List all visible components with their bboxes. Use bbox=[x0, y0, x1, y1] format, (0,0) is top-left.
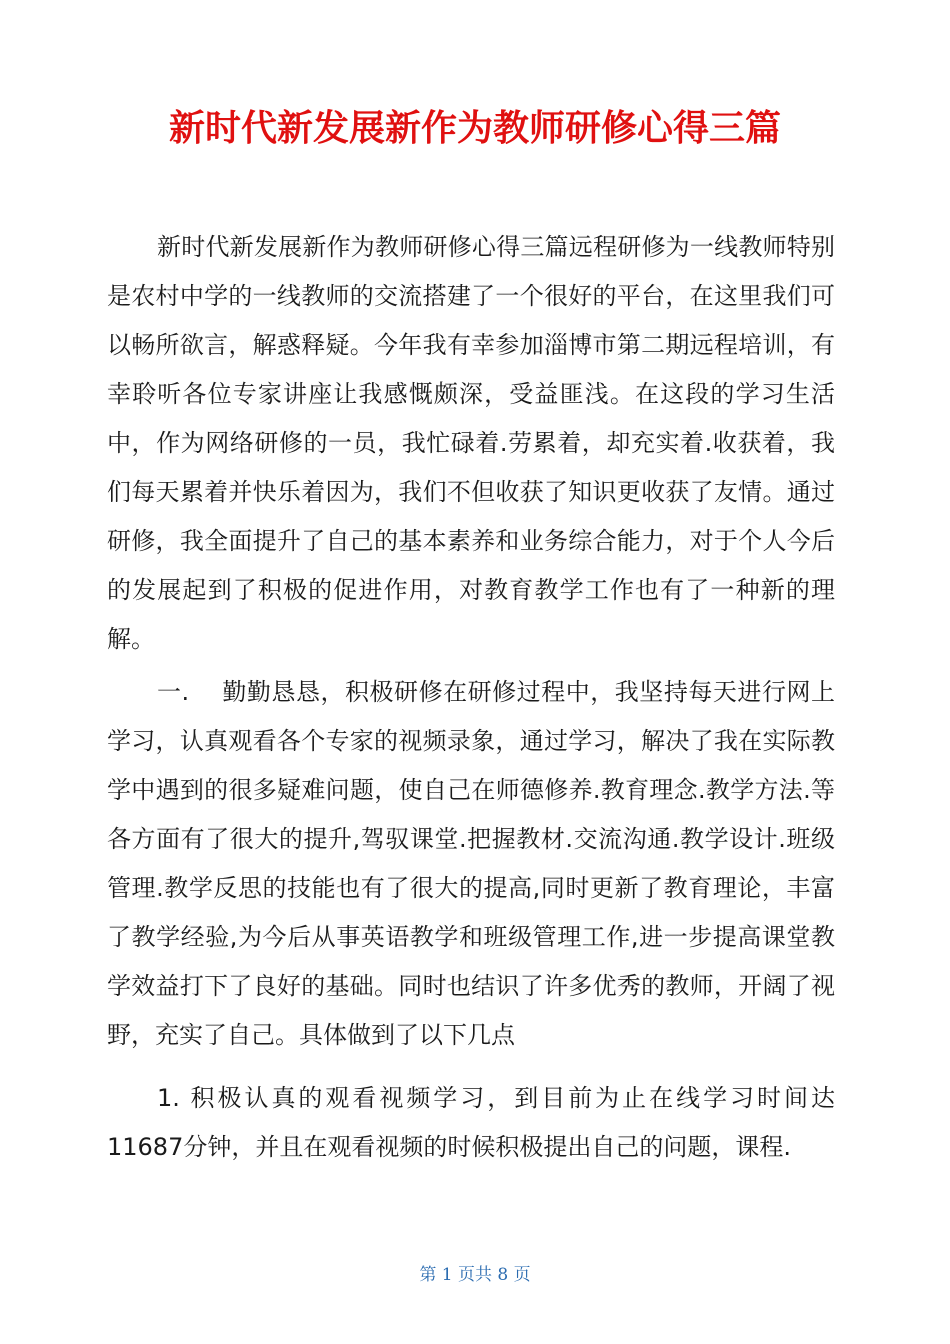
paragraph-section-one: 一. 勤勤恳恳，积极研修在研修过程中，我坚持每天进行网上学习，认真观看各个专家的视频录象，通过学习，解决了我在实际教学中遇到的很多疑难问题，使自己在师德修养.教育理念.教学方法.等各方面有了很大的提升,驾驭课堂.把握教材.交流沟通.教学设计.班级管理.教学反思的技能也有了很大的提高,同时更新了教育理论，丰富了教学经验,为今后从事英语教学和班级管理工作,进一步提高课堂教学效益打下了良好的基础。同时也结识了许多优秀的教师，开阔了视野，充实了自己。具体做到了以下几点 bbox=[107, 678, 835, 1049]
page-number-footer: 第 1 页共 8 页 bbox=[419, 1265, 531, 1285]
document-title: 新时代新发展新作为教师研修心得三篇 bbox=[168, 108, 781, 149]
paragraph-point-one: 1. 积极认真的观看视频学习，到目前为止在线学习时间达 11687分钟，并且在观看视频的时候积极提出自己的问题，课程. bbox=[107, 1084, 835, 1161]
paragraph-intro: 新时代新发展新作为教师研修心得三篇远程研修为一线教师特别是农村中学的一线教师的交流搭建了一个很好的平台，在这里我们可以畅所欲言，解惑释疑。今年我有幸参加淄博市第二期远程培训，有幸聆听各位专家讲座让我感慨颇深，受益匪浅。在这段的学习生活中，作为网络研修的一员，我忙碌着.劳累着，却充实着.收获着，我们每天累着并快乐着因为，我们不但收获了知识更收获了友情。通过研修，我全面提升了自己的基本素养和业务综合能力，对于个人今后的发展起到了积极的促进作用，对教育教学工作也有了一种新的理解。 bbox=[107, 233, 835, 653]
